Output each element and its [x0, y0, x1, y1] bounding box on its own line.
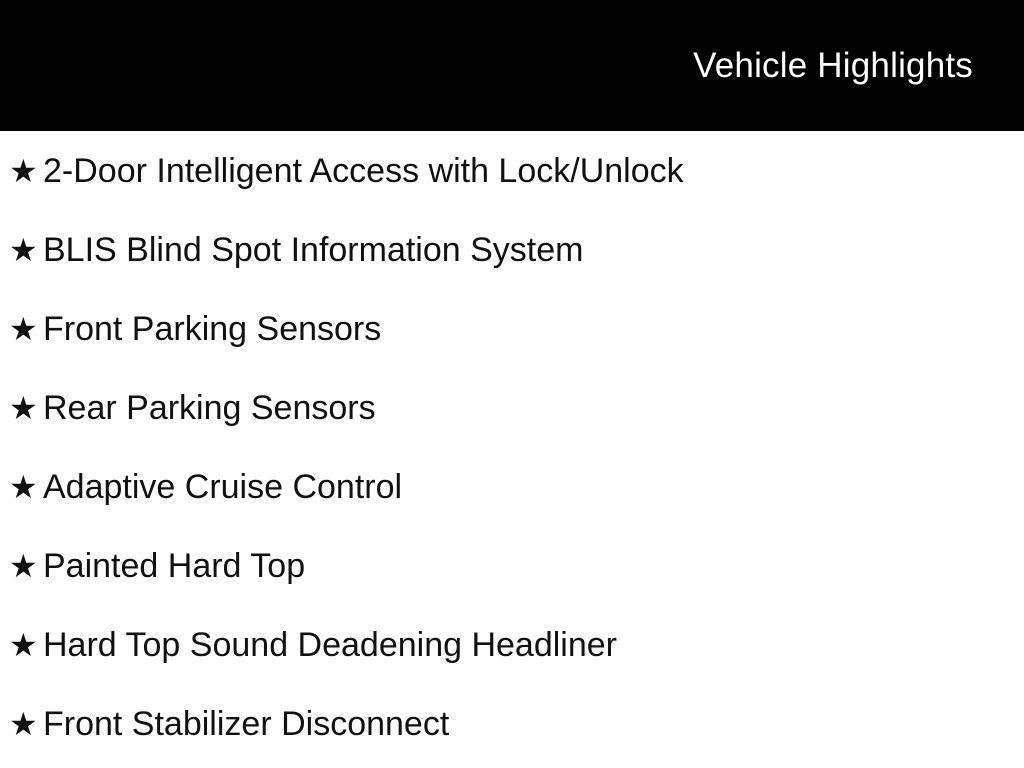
star-icon: ★ — [9, 468, 38, 505]
star-icon: ★ — [9, 231, 38, 268]
list-item — [0, 131, 1024, 210]
highlights-section — [0, 131, 1024, 763]
star-icon: ★ — [9, 626, 38, 663]
list-item — [0, 368, 1024, 447]
list-item-label: Adaptive Cruise Control — [43, 467, 403, 506]
list-item — [0, 684, 1024, 763]
star-icon: ★ — [9, 705, 38, 742]
list-item — [0, 526, 1024, 605]
list-item — [0, 289, 1024, 368]
list-item-label: Front Parking Sensors — [43, 309, 382, 348]
list-item-label: Painted Hard Top — [43, 546, 306, 585]
list-item-label: Hard Top Sound Deadening Headliner — [43, 625, 617, 664]
list-item-label: 2-Door Intelligent Access with Lock/Unlock — [43, 151, 684, 190]
star-icon: ★ — [9, 310, 38, 347]
list-item — [0, 210, 1024, 289]
list-item — [0, 605, 1024, 684]
list-item — [0, 447, 1024, 526]
list-item-label: Front Stabilizer Disconnect — [43, 704, 450, 743]
header-bar — [0, 0, 1024, 131]
page-title: Vehicle Highlights — [693, 46, 973, 85]
list-item-label: Rear Parking Sensors — [43, 388, 376, 427]
star-icon: ★ — [9, 547, 38, 584]
star-icon: ★ — [9, 152, 38, 189]
highlights-list — [0, 131, 1024, 763]
list-item-label: BLIS Blind Spot Information System — [43, 230, 584, 269]
star-icon: ★ — [9, 389, 38, 426]
